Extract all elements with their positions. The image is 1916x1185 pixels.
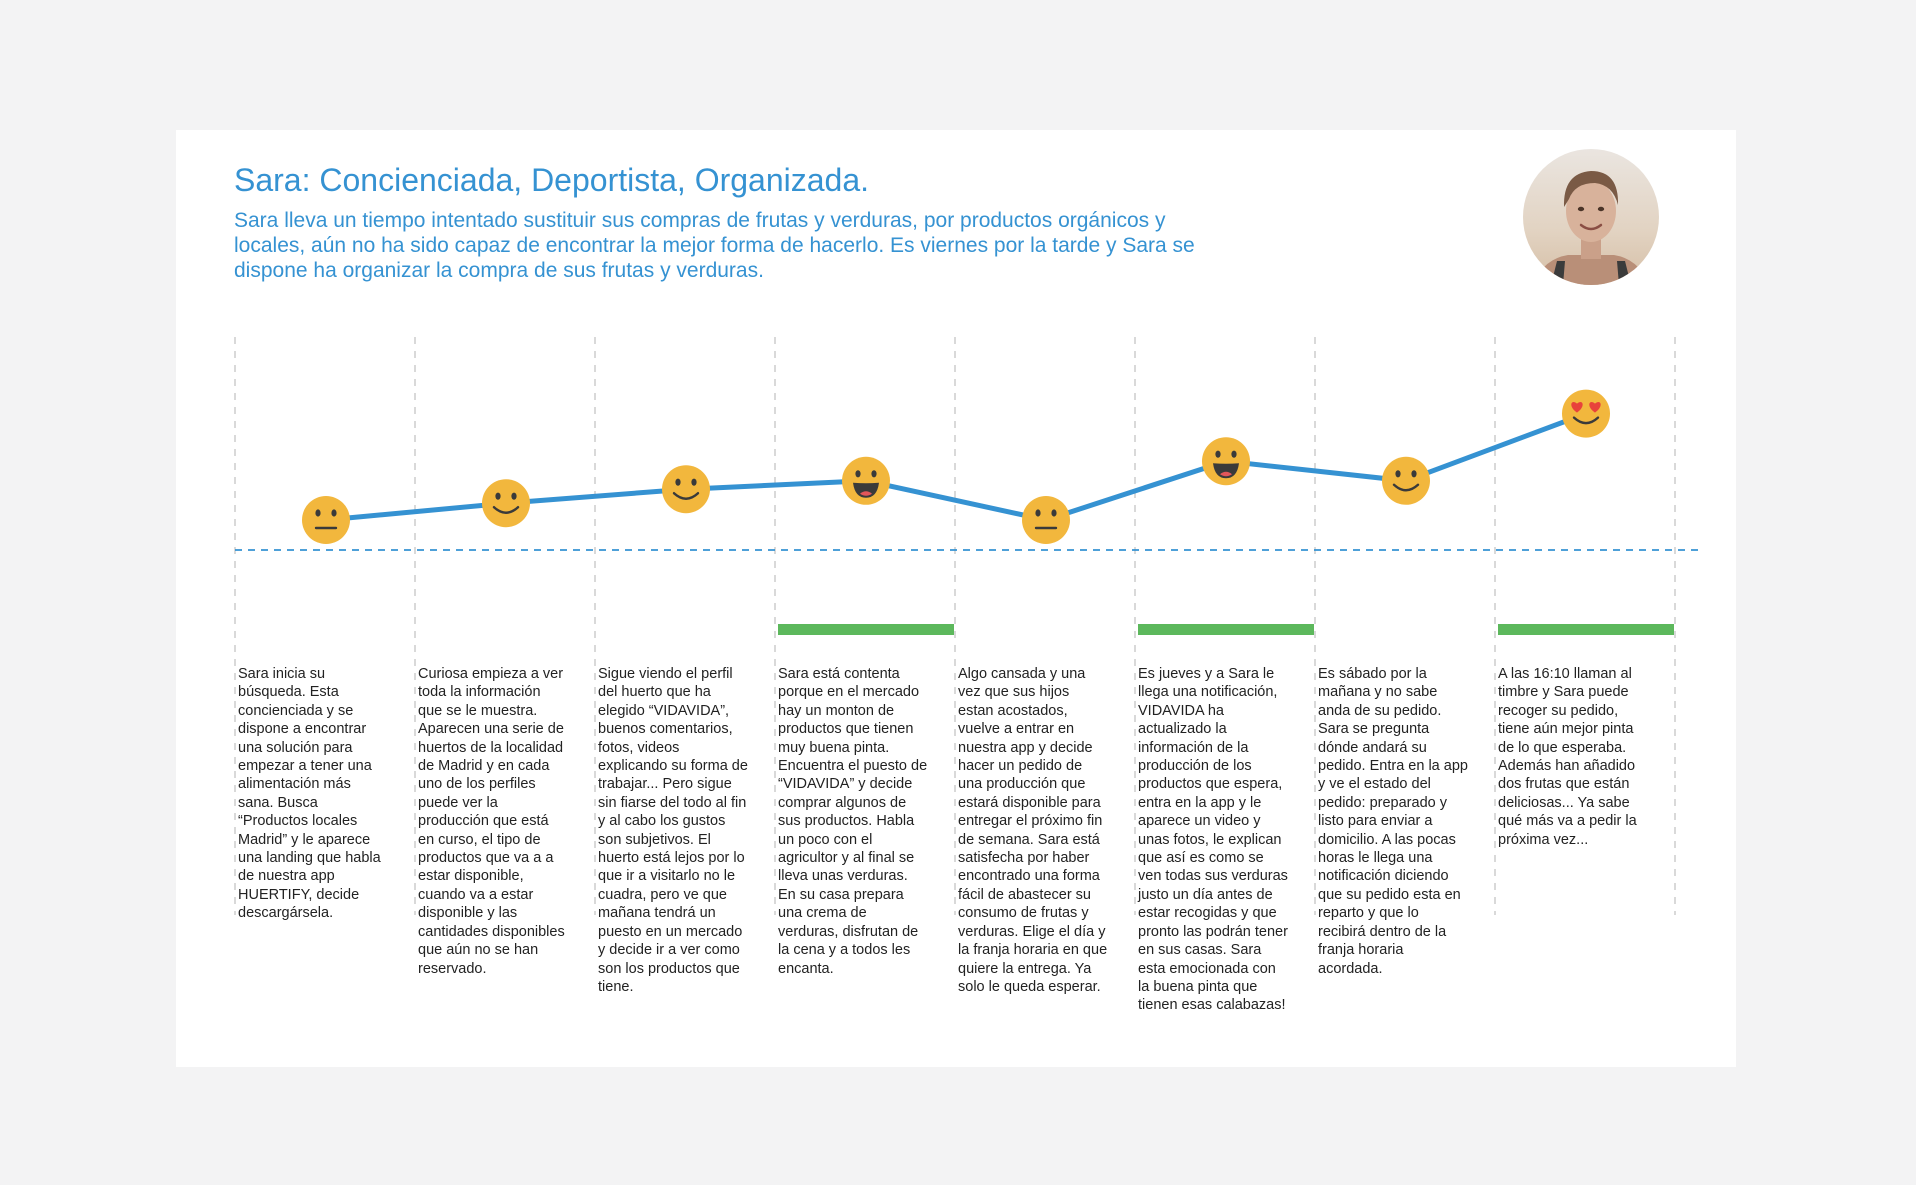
highlight-bar-step-6 (1138, 624, 1314, 635)
step-description-8: A las 16:10 llaman al timbre y Sara puede recoger su pedido, tiene aún mejor pinta de lo que esperaba. Además han añadido dos frutas que están deliciosas... Ya sabe qué más va a pedir la próxima vez... (1498, 666, 1637, 848)
step-description-3: Sigue viendo el perfil del huerto que ha elegido “VIDAVIDA”, buenos comentarios, fotos, videos explicando su forma de trabajar... Pero sigue sin fiarse del todo al fin y al cabo los gustos son subjetivos. El huerto está lejos por lo que ir a visitarlo no le cuadra, pero ve que mañana tendrá un puesto en un mercado y decide ir a ver como son los productos que tiene. (598, 666, 748, 995)
journey-map-card (176, 130, 1736, 1067)
highlight-bar-step-4 (778, 624, 954, 635)
persona-title: Sara: Concienciada, Deportista, Organizada. (234, 162, 870, 198)
step-description-1: Sara inicia su búsqueda. Esta concienciada y se dispone a encontrar una solución para empezar a tener una alimentación más sana. Busca “Productos locales Madrid” y le aparece una landing que habla de nuestra app HUERTIFY, decide descargársela. (238, 666, 381, 922)
grin-face-icon (842, 457, 890, 505)
step-description-2: Curiosa empieza a ver toda la información que se le muestra. Aparecen una serie de huertos de la localidad de Madrid y en cada uno de los perfiles puede ver la producción que está en curso, el tipo de productos que va a a estar disponible, cuando va a estar disponible y las cantidades disponibles que aún no se han reservado. (418, 666, 565, 977)
step-description-7: Es sábado por la mañana y no sabe anda de su pedido. Sara se pregunta dónde andará su pedido. Entra en la app y ve el estado del pedido: preparado y listo para enviar a domicilio. A las pocas horas le llega una notificación diciendo que su pedido esta en reparto y que lo recibirá dentro de la franja horaria acordada. (1318, 666, 1468, 977)
neutral-face-icon (1022, 496, 1070, 544)
neutral-face-icon (302, 496, 350, 544)
journey-chart (176, 130, 1736, 1067)
step-description-6: Es jueves y a Sara le llega una notificación, VIDAVIDA ha actualizado la información de la producción de los productos que espera, entra en la app y le aparece un video y unas fotos, le explican que así es como se ven todas sus verduras justo un día antes de estar recogidas y que pronto las podrán tener en sus casas. Sara esta emocionada con la buena pinta que tienen esas calabazas! (1138, 666, 1288, 1014)
step-description-5: Algo cansada y una vez que sus hijos estan acostados, vuelve a entrar en nuestra app y decide hacer un pedido de una producción que estará disponible para entregar el próximo fin de semana. Sara está satisfecha por haber encontrado una forma fácil de abastecer su consumo de frutas y verduras. Elige el día y la franja horaria en que quiere la entrega. Ya solo le queda esperar. (958, 666, 1108, 995)
smile-face-icon (482, 479, 530, 527)
smile-face-icon (662, 465, 710, 513)
persona-description: Sara lleva un tiempo intentado sustituir sus compras de frutas y verduras, por productos orgánicos y locales, aún no ha sido capaz de encontrar la mejor forma de hacerlo. Es viernes por la tarde y Sara se dispone ha organizar la compra de sus frutas y verduras. (234, 209, 1195, 282)
grin-face-icon (1202, 437, 1250, 485)
smile-face-icon (1382, 457, 1430, 505)
step-description-4: Sara está contenta porque en el mercado hay un monton de productos que tienen muy buena pinta. Encuentra el puesto de “VIDAVIDA” y decide comprar algunos de sus productos. Habla un poco con el agricultor y al final se lleva unas verduras. En su casa prepara una crema de verduras, disfrutan de la cena y a todos les encanta. (778, 666, 928, 977)
highlight-bar-step-8 (1498, 624, 1674, 635)
heart-eyes-face-icon (1562, 390, 1610, 438)
